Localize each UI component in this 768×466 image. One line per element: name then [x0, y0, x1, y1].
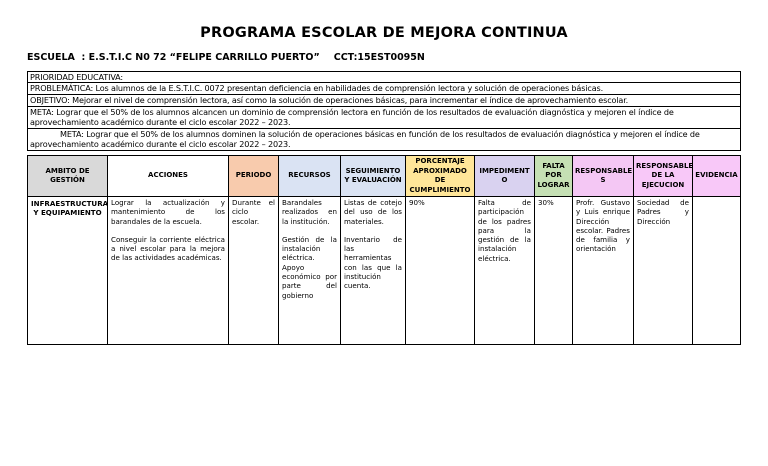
- cell-falta-por-lograr: 30%: [535, 197, 573, 345]
- header-evidencia: EVIDENCIA: [693, 156, 741, 197]
- table-header-row: [28, 156, 741, 197]
- plan-table: [27, 155, 741, 345]
- cell-acciones: [108, 197, 229, 345]
- cell-evidencia: [693, 197, 741, 345]
- cct-code: CCT:15EST0095N: [333, 52, 425, 63]
- header-periodo: PERIODO: [229, 156, 279, 197]
- prioridad-educativa: PRIORIDAD EDUCATIVA:: [28, 72, 740, 83]
- cell-periodo: Durante el ciclo escolar.: [229, 197, 279, 345]
- header-impedimento: IMPEDIMENT O: [475, 156, 535, 197]
- info-box: [27, 71, 741, 151]
- objetivo: OBJETIVO: Mejorar el nivel de comprensión lectora, así como la solución de operaciones básicas, para incrementar el índice de aprovechamiento escolar.: [28, 95, 740, 107]
- problematica: PROBLEMÁTICA: Los alumnos de la E.S.T.I.C. 0072 presentan deficiencia en habilidades de comprensión lectora y solución de operaciones básicas.: [28, 83, 740, 95]
- school-header: [27, 52, 439, 63]
- header-seguimiento: SEGUIMIENTO Y EVALUACIÓN: [341, 156, 406, 197]
- cell-responsable-ejecucion: Sociedad de Padres y Dirección: [634, 197, 693, 345]
- cell-seguimiento: [341, 197, 406, 345]
- header-responsables: RESPONSABLE S: [573, 156, 634, 197]
- header-responsable-ejecucion: RESPONSABLE DE LA EJECUCION: [634, 156, 693, 197]
- seguimiento-inventario: Inventario de las herramientas con las que la institución cuenta.: [344, 234, 402, 291]
- header-ambito: AMBITO DE GESTIÓN: [28, 156, 108, 197]
- cell-porcentaje: 90%: [406, 197, 475, 345]
- header-recursos: RECURSOS: [279, 156, 341, 197]
- recurso-instalacion: Gestión de la instalación eléctrica. Apoyo económico por parte del gobierno: [282, 234, 337, 300]
- accion-corriente-electrica: Conseguir la corriente eléctrica a nivel escolar para la mejora de las actividades académicas.: [111, 234, 225, 263]
- school-name: ESCUELA : E.S.T.I.C N0 72 “FELIPE CARRILLO PUERTO”: [27, 52, 320, 63]
- cell-ambito: INFRAESTRUCTURA Y EQUIPAMIENTO: [28, 197, 108, 345]
- meta-comprension-lectora: META: Lograr que el 50% de los alumnos alcancen un dominio de comprensión lectora en función de los resultados de evaluación diagnóstica y mejoren el índice de aprovechamiento académico durante el ciclo escolar 2022 – 2023.: [28, 107, 740, 129]
- seguimiento-listas: Listas de cotejo del uso de los materiales.: [344, 198, 402, 226]
- cell-impedimento: Falta de participación de los padres para la gestión de la instalación eléctrica.: [475, 197, 535, 345]
- recurso-barandales: Barandales realizados en la institución.: [282, 198, 337, 226]
- meta-operaciones-basicas: META: Lograr que el 50% de los alumnos dominen la solución de operaciones básicas en función de los resultados de evaluación diagnóstica y mejoren el índice de aprovechamiento académico durante el ciclo escolar 2022 – 2023.: [28, 129, 740, 151]
- header-acciones: ACCIONES: [108, 156, 229, 197]
- table-row: [28, 197, 741, 345]
- cell-recursos: [279, 197, 341, 345]
- header-falta-por-lograr: FALTA POR LOGRAR: [535, 156, 573, 197]
- document-title: PROGRAMA ESCOLAR DE MEJORA CONTINUA: [200, 25, 568, 41]
- cell-responsables: Profr. Gustavo y Luis enrique Dirección escolar. Padres de familia y orientación: [573, 197, 634, 345]
- header-porcentaje: PORCENTAJE APROXIMADO DE CUMPLIMIENTO: [406, 156, 475, 197]
- accion-barandales: Lograr la actualización y mantenimiento de los barandales de la escuela.: [111, 198, 225, 226]
